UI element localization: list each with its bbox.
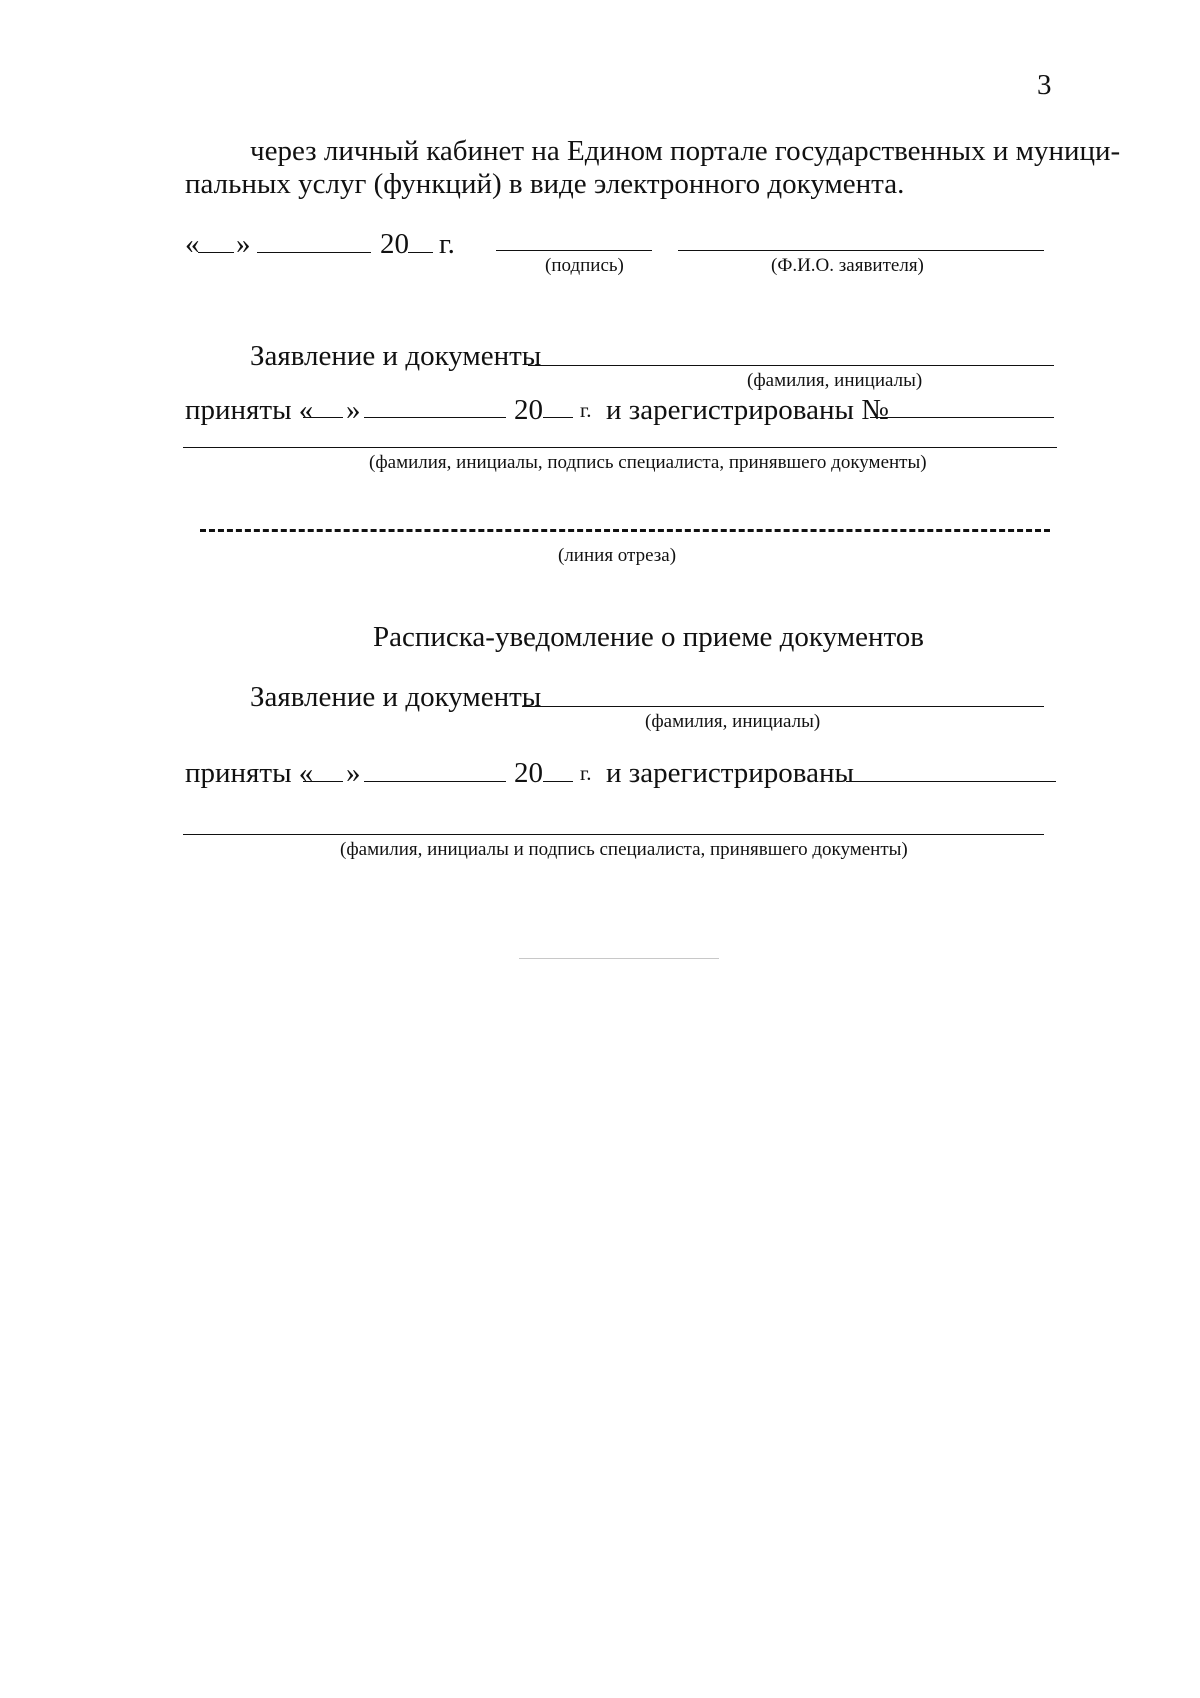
applicant-caption: (Ф.И.О. заявителя) [771, 255, 924, 276]
receipt-year-prefix: 20 [514, 757, 543, 789]
end-separator [519, 958, 719, 959]
signature-caption: (подпись) [545, 255, 624, 276]
date-quote-open: « [185, 228, 200, 260]
month-blank [257, 252, 371, 253]
registered-label: и зарегистрированы № [606, 394, 889, 426]
specialist-line [183, 447, 1057, 448]
intro-line-2: пальных услуг (функций) в виде электронного документа. [185, 168, 905, 200]
acceptance-name-caption: (фамилия, инициалы) [747, 370, 923, 391]
receipt-registered-label: и зарегистрированы [606, 757, 854, 789]
receipt-registration-line [846, 781, 1056, 782]
acceptance-label: Заявление и документы [250, 340, 542, 372]
cut-line-caption: (линия отреза) [558, 545, 677, 566]
accepted-year-prefix: 20 [514, 394, 543, 426]
day-blank [198, 252, 234, 253]
date-quote-close: » [236, 228, 251, 260]
receipt-day-blank [303, 781, 343, 782]
accepted-label: приняты « [185, 394, 314, 426]
receipt-name-caption: (фамилия, инициалы) [645, 711, 821, 732]
receipt-specialist-line [183, 834, 1044, 835]
page-number: 3 [1037, 69, 1052, 101]
accepted-day-blank [303, 417, 343, 418]
year-prefix: 20 [380, 228, 409, 260]
receipt-label: Заявление и документы [250, 681, 542, 713]
acceptance-name-line [528, 365, 1054, 366]
registration-number-line [870, 417, 1054, 418]
intro-line-1: через личный кабинет на Едином портале государственных и муници- [250, 135, 1121, 167]
applicant-name-line [678, 250, 1044, 251]
accepted-quote-close: » [346, 394, 361, 426]
receipt-name-line [522, 706, 1044, 707]
receipt-year-blank [543, 781, 573, 782]
signature-line [496, 250, 652, 251]
receipt-title: Расписка-уведомление о приеме документов [373, 621, 924, 653]
accepted-month-blank [364, 417, 506, 418]
year-blank [408, 252, 433, 253]
receipt-month-blank [364, 781, 506, 782]
receipt-specialist-caption: (фамилия, инициалы и подпись специалиста, принявшего документы) [340, 839, 908, 860]
accepted-year-blank [543, 417, 573, 418]
receipt-accepted-label: приняты « [185, 757, 314, 789]
accepted-year-suffix: г. [580, 398, 592, 422]
receipt-year-suffix: г. [580, 761, 592, 785]
receipt-quote-close: » [346, 757, 361, 789]
year-suffix: г. [439, 228, 455, 260]
cut-line [200, 529, 1050, 532]
specialist-caption: (фамилия, инициалы, подпись специалиста, принявшего документы) [369, 452, 927, 473]
